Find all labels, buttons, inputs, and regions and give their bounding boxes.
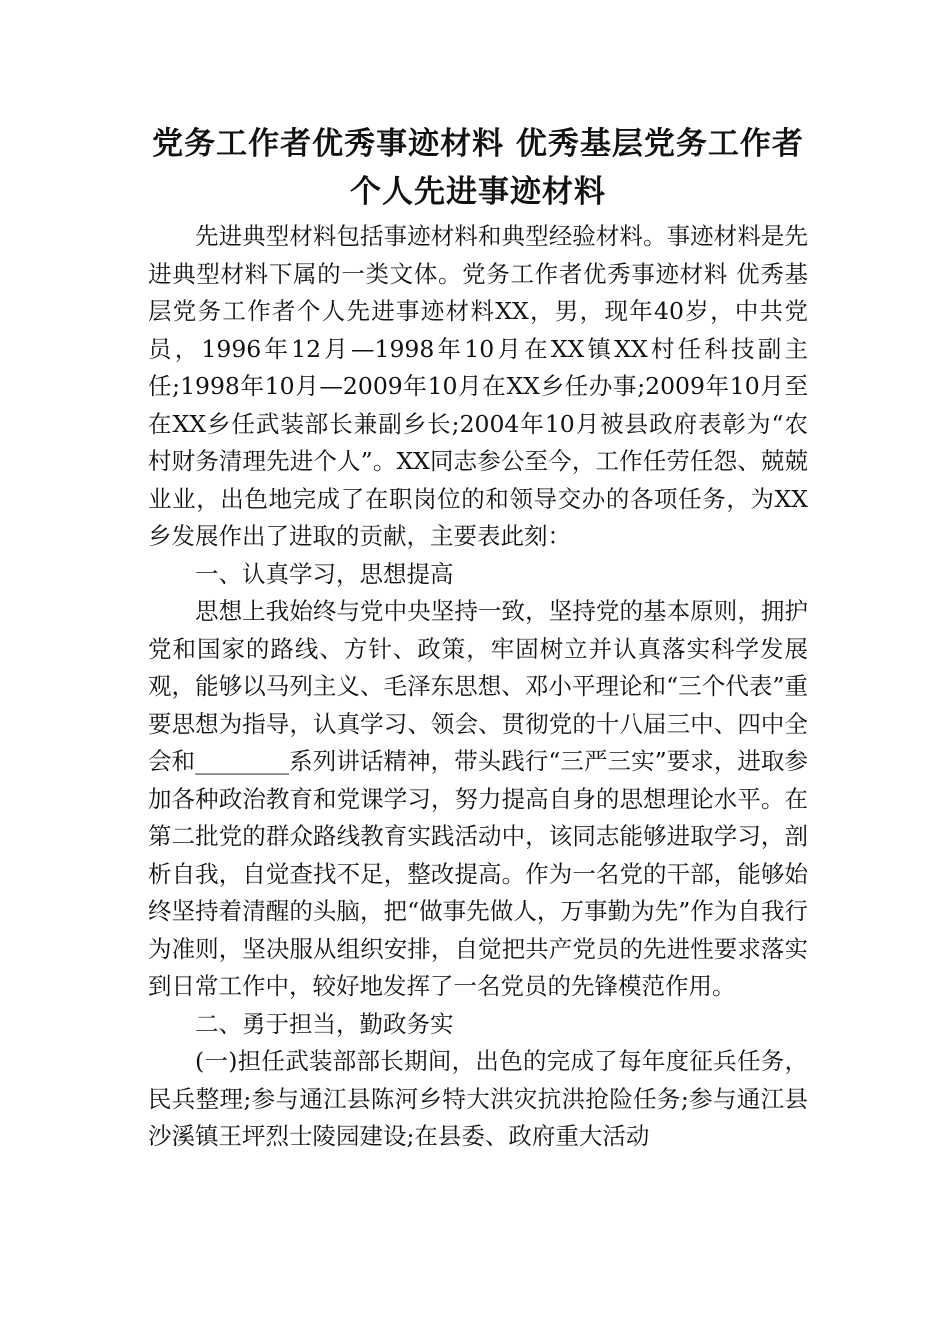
intro-paragraph: 先进典型材料包括事迹材料和典型经验材料。事迹材料是先进典型材料下属的一类文体。党务工作者优秀事迹材料 优秀基层党务工作者个人先进事迹材料XX，男，现年40岁，中共党员，1996年12月—1998年10月在XX镇XX村任科技副主任;1998年10月—2009年10月在XX乡任办事;2009年10月至在XX乡任武装部长兼副乡长;2004年10月被县政府表彰为“农村财务清理先进个人”。XX同志参公至今，工作任劳任怨、兢兢业业，出色地完成了在职岗位的和领导交办的各项任务，为XX乡发展作出了进取的贡献，主要表此刻： — [148, 222, 808, 550]
section-heading-2: 二、勇于担当，勤政务实 — [195, 1009, 454, 1038]
document-body — [148, 218, 808, 1156]
document-title: 党务工作者优秀事迹材料 优秀基层党务工作者个人先进事迹材料 — [152, 126, 804, 210]
document-content — [148, 120, 808, 1156]
body-paragraph: (一)担任武装部部长期间，出色的完成了每年度征兵任务，民兵整理;参与通江县陈河乡特大洪灾抗洪抢险任务;参与通江县沙溪镇王坪烈士陵园建设;在县委、政府重大活动 — [148, 1047, 808, 1150]
body-paragraph: 思想上我始终与党中央坚持一致，坚持党的基本原则，拥护党和国家的路线、方针、政策，牢固树立并认真落实科学发展观，能够以马列主义、毛泽东思想、邓小平理论和“三个代表”重要思想为指导，认真学习、领会、贯彻党的十八届三中、四中全会和________系列讲话精神，带头践行“三严三实”要求，进取参加各种政治教育和党课学习，努力提高自身的思想理论水平。在第二批党的群众路线教育实践活动中，该同志能够进取学习，剖析自我，自觉查找不足，整改提高。作为一名党的干部，能够始终坚持着清醒的头脑，把“做事先做人，万事勤为先”作为自我行为准则，坚决服从组织安排，自觉把共产党员的先进性要求落实到日常工作中，较好地发挥了一名党员的先锋模范作用。 — [148, 597, 808, 1000]
section-heading-1: 一、认真学习，思想提高 — [195, 559, 454, 588]
